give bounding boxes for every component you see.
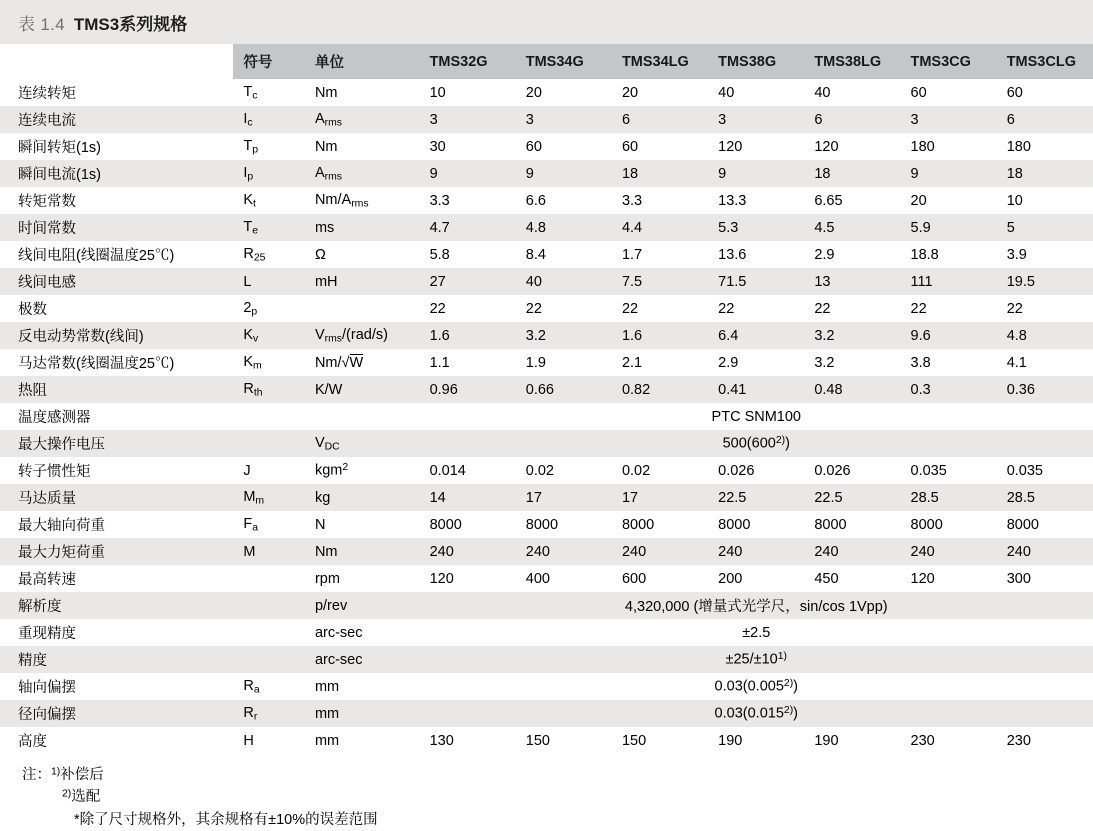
row-value: 20 (621, 84, 639, 101)
row-label: 温度感测器 (18, 410, 91, 426)
row-value: 5.8 (429, 246, 450, 263)
row-unit (305, 403, 420, 430)
row-merged-value: 4,320,000 (增量式光学尺，sin/cos 1Vpp) (420, 592, 1093, 619)
row-unit: $A_{rms}$ (305, 106, 420, 133)
row-value: 0.82 (612, 376, 708, 403)
row-label: 精度 (0, 646, 233, 673)
table-row (0, 727, 1093, 754)
row-value: 180 (910, 138, 935, 155)
row-label: 轴向偏摆 (18, 680, 76, 696)
header-cell-tms34lg: TMS34LG (612, 44, 708, 79)
header-cell-tms3clg: TMS3CLG (997, 44, 1093, 79)
table-row (0, 295, 1093, 322)
table-row (0, 241, 1093, 268)
row-unit: kg (305, 484, 420, 511)
row-value: 1.6 (612, 322, 708, 349)
table-caption (0, 0, 1093, 44)
row-value: 8000 (814, 516, 847, 533)
row-value: 17 (612, 484, 708, 511)
row-value: 3.3 (429, 192, 450, 209)
row-value: 8000 (1006, 516, 1039, 533)
row-label: 重现精度 (18, 626, 76, 642)
header-cell-symbol: 符号 (233, 44, 305, 79)
note-line-1 (22, 764, 1093, 786)
table-row (0, 511, 1093, 538)
table-row (0, 106, 1093, 133)
row-value: 9 (516, 160, 612, 187)
row-label: 时间常数 (0, 214, 233, 241)
row-value: 0.014 (429, 462, 466, 479)
table-row (0, 133, 1093, 160)
row-symbol (233, 565, 305, 592)
row-value: 130 (429, 732, 454, 749)
row-symbol: $I_p$ (233, 160, 305, 187)
row-value: 22 (814, 300, 831, 317)
table-row (0, 187, 1093, 214)
row-label: 转矩常数 (18, 194, 76, 210)
row-value: 13 (804, 268, 900, 295)
row-value: 6 (804, 106, 900, 133)
table-row (0, 565, 1093, 592)
row-unit: mm (314, 732, 340, 749)
row-label: 最大力矩荷重 (0, 538, 233, 565)
row-label: 高度 (18, 734, 47, 750)
row-value: 240 (708, 538, 804, 565)
row-value: 4.1 (1006, 354, 1027, 371)
row-value: 150 (525, 732, 550, 749)
table-row (0, 268, 1093, 295)
row-value: 8000 (910, 516, 943, 533)
row-value: 60 (1006, 84, 1023, 101)
header-cell-tms38g: TMS38G (708, 44, 804, 79)
notes-label: 注： (22, 767, 51, 783)
row-symbol (233, 403, 305, 430)
row-value: 2.9 (814, 246, 835, 263)
table-row (0, 592, 1093, 619)
row-value: 18.8 (910, 246, 939, 263)
row-symbol: H (243, 732, 254, 749)
row-value: 0.96 (420, 376, 516, 403)
table-header-row (0, 44, 1093, 79)
note-text-3: *除了尺寸规格外，其余规格有±10%的误差范围 (74, 811, 378, 828)
row-symbol: $K_t$ (243, 191, 256, 210)
row-value: 5 (997, 214, 1093, 241)
table-body (0, 79, 1093, 754)
row-value: 3 (708, 106, 804, 133)
row-unit: Nm/√W (314, 354, 364, 371)
row-merged-value: ±2.5 (742, 624, 771, 641)
row-value: 1.9 (525, 354, 546, 371)
note-text-1: 补偿后 (60, 767, 104, 783)
row-value: 22 (718, 300, 735, 317)
table-row (0, 403, 1093, 430)
row-value: 13.6 (718, 246, 747, 263)
row-unit: rpm (314, 570, 340, 587)
row-value: 400 (525, 570, 550, 587)
row-value: 22 (429, 300, 446, 317)
note-line-3 (22, 809, 1093, 831)
row-unit: Nm (314, 84, 338, 101)
row-unit: $V_{rms}/(rad/s)$ (305, 322, 420, 349)
row-value: 240 (420, 538, 516, 565)
row-value: 0.035 (1006, 462, 1043, 479)
row-value: 190 (814, 732, 839, 749)
row-value: 3.9 (1006, 246, 1027, 263)
row-value: 230 (910, 732, 935, 749)
row-value: 27 (420, 268, 516, 295)
row-value: 180 (1006, 138, 1031, 155)
row-value: 240 (804, 538, 900, 565)
row-value: 0.02 (621, 462, 651, 479)
table-row (0, 619, 1093, 646)
table-notes (0, 754, 1093, 831)
spec-table (0, 44, 1093, 754)
row-unit: $A_{rms}$ (305, 160, 420, 187)
table-row (0, 673, 1093, 700)
row-value: 1.6 (420, 322, 516, 349)
row-symbol: L (233, 268, 305, 295)
row-label: 径向偏摆 (0, 700, 233, 727)
header-cell-unit: 单位 (305, 44, 420, 79)
row-symbol: $T_p$ (243, 137, 258, 156)
row-symbol: $T_e$ (233, 214, 305, 241)
row-value: 19.5 (997, 268, 1093, 295)
row-value: 4.8 (997, 322, 1093, 349)
header-cell-tms38lg: TMS38LG (804, 44, 900, 79)
row-symbol: J (243, 462, 251, 479)
row-value: 10 (429, 84, 446, 101)
table-row (0, 160, 1093, 187)
row-symbol (233, 646, 305, 673)
row-value: 5.9 (901, 214, 997, 241)
table-row (0, 322, 1093, 349)
header-cell-blank (0, 44, 233, 79)
row-value: 40 (814, 84, 831, 101)
row-symbol: $K_m$ (243, 353, 262, 372)
row-value: 2.1 (621, 354, 643, 371)
row-value: 2.9 (718, 354, 739, 371)
table-row (0, 538, 1093, 565)
row-value: 0.36 (997, 376, 1093, 403)
row-merged-value: 0.03(0.015$^{2)}$) (420, 700, 1093, 727)
row-symbol: M (233, 538, 305, 565)
row-symbol: $2_p$ (243, 299, 258, 318)
row-value: 120 (814, 138, 839, 155)
row-value: 230 (1006, 732, 1031, 749)
row-unit: kgm$^2$ (314, 462, 349, 479)
row-symbol: $R_r$ (233, 700, 305, 727)
row-value: 240 (997, 538, 1093, 565)
row-value: 4.7 (420, 214, 516, 241)
row-unit: N (314, 516, 326, 533)
row-value: 190 (718, 732, 743, 749)
table-row (0, 349, 1093, 376)
row-value: 1.1 (429, 354, 450, 371)
row-unit: mm (314, 678, 340, 695)
row-label: 最大操作电压 (0, 430, 233, 457)
row-value: 28.5 (997, 484, 1093, 511)
row-unit: Ω (314, 246, 326, 263)
row-value: 9.6 (901, 322, 997, 349)
row-value: 8000 (429, 516, 462, 533)
row-value: 22 (621, 300, 639, 317)
row-value: 17 (516, 484, 612, 511)
row-symbol: $R_{25}$ (243, 245, 266, 264)
row-label: 马达质量 (0, 484, 233, 511)
note-text-2: 选配 (71, 789, 101, 806)
row-merged-value: $\pm 25/\pm 10^{1)}$ (420, 646, 1093, 673)
header-cell-tms34g: TMS34G (516, 44, 612, 79)
row-unit (305, 295, 420, 322)
row-merged-value: 500(600$^{2)}$) (420, 430, 1093, 457)
table-row (0, 457, 1093, 484)
row-unit: mm (305, 700, 420, 727)
row-symbol: $T_c$ (243, 83, 258, 102)
table-row (0, 214, 1093, 241)
row-value: 120 (910, 570, 935, 587)
row-value: 0.41 (708, 376, 804, 403)
row-value: 13.3 (718, 192, 747, 209)
row-value: 120 (429, 570, 454, 587)
row-unit: K/W (305, 376, 420, 403)
row-symbol: $M_m$ (233, 484, 305, 511)
row-value: 8000 (621, 516, 655, 533)
row-symbol (233, 592, 305, 619)
row-value: 5.3 (708, 214, 804, 241)
table-row (0, 79, 1093, 106)
row-value: 240 (612, 538, 708, 565)
row-value: 0.035 (910, 462, 947, 479)
row-value: 4.4 (612, 214, 708, 241)
row-value: 9 (708, 160, 804, 187)
table-row (0, 484, 1093, 511)
row-unit: ms (305, 214, 420, 241)
row-value: 300 (1006, 570, 1031, 587)
row-unit: Nm (314, 138, 338, 155)
row-value: 6.4 (708, 322, 804, 349)
table-caption-number: 表 1.4 (18, 14, 65, 34)
row-value: 3.8 (910, 354, 931, 371)
row-symbol: $I_c$ (233, 106, 305, 133)
row-label: 解析度 (0, 592, 233, 619)
row-value: 8000 (525, 516, 559, 533)
row-symbol: $R_{th}$ (233, 376, 305, 403)
row-value: 111 (901, 268, 997, 295)
row-value: 0.02 (525, 462, 554, 479)
row-value: 1.7 (621, 246, 643, 263)
row-label: 最大轴向荷重 (18, 518, 105, 534)
table-row (0, 700, 1093, 727)
table-row (0, 430, 1093, 457)
row-value: 4.8 (516, 214, 612, 241)
row-value: 60 (621, 138, 639, 155)
row-value: 9 (420, 160, 516, 187)
row-label: 反电动势常数(线间) (0, 322, 233, 349)
row-value: 6 (997, 106, 1093, 133)
header-cell-tms32g: TMS32G (420, 44, 516, 79)
table-caption-title: TMS3系列规格 (73, 14, 188, 34)
note-marker-1: 1) (51, 766, 61, 778)
row-value: 10 (1006, 192, 1023, 209)
row-value: 6.65 (814, 192, 843, 209)
row-value: 3 (516, 106, 612, 133)
row-symbol: $R_a$ (243, 677, 260, 696)
row-value: 150 (621, 732, 647, 749)
row-value: 18 (612, 160, 708, 187)
row-value: 71.5 (708, 268, 804, 295)
note-line-2 (22, 786, 1093, 808)
row-label: 马达常数(线圈温度25℃) (18, 356, 175, 372)
row-value: 8000 (718, 516, 751, 533)
row-value: 14 (420, 484, 516, 511)
row-value: 40 (718, 84, 735, 101)
row-value: 28.5 (901, 484, 997, 511)
row-value: 120 (718, 138, 743, 155)
row-value: 22 (1006, 300, 1023, 317)
row-merged-value: 0.03(0.005$^{2)}$) (714, 678, 799, 695)
row-label: 线间电阻(线圈温度25℃) (18, 248, 175, 264)
table-row (0, 376, 1093, 403)
row-value: 3 (420, 106, 516, 133)
row-unit: p/rev (305, 592, 420, 619)
row-value: 240 (516, 538, 612, 565)
row-value: 240 (901, 538, 997, 565)
row-label: 极数 (18, 302, 47, 318)
row-unit: Nm (305, 538, 420, 565)
note-marker-2: 2) (62, 789, 72, 801)
row-merged-value: PTC SNM100 (711, 408, 801, 425)
row-unit: mH (305, 268, 420, 295)
row-value: 0.48 (804, 376, 900, 403)
row-value: 9 (901, 160, 997, 187)
row-unit: $Nm/A_{rms}$ (314, 191, 369, 210)
row-value: 600 (621, 570, 647, 587)
row-value: 3.2 (804, 322, 900, 349)
row-label: 瞬间转矩(1s) (18, 140, 101, 156)
row-value: 40 (516, 268, 612, 295)
row-value: 0.3 (901, 376, 997, 403)
row-value: 60 (910, 84, 927, 101)
row-unit: arc-sec (314, 624, 363, 641)
row-value: 22.5 (708, 484, 804, 511)
row-symbol: $K_v$ (233, 322, 305, 349)
row-value: 22 (910, 300, 927, 317)
row-label: 瞬间电流(1s) (0, 160, 233, 187)
row-value: 18 (804, 160, 900, 187)
row-symbol (233, 619, 305, 646)
row-value: 30 (429, 138, 446, 155)
row-value: 200 (718, 570, 743, 587)
row-value: 3.3 (621, 192, 643, 209)
row-label: 转子惯性矩 (18, 464, 91, 480)
row-value: 8.4 (525, 246, 546, 263)
row-unit: arc-sec (305, 646, 420, 673)
row-value: 4.5 (804, 214, 900, 241)
row-value: 20 (910, 192, 927, 209)
row-value: 0.026 (718, 462, 755, 479)
row-value: 0.026 (814, 462, 851, 479)
row-value: 6 (612, 106, 708, 133)
row-value: 6.6 (525, 192, 546, 209)
table-header (0, 44, 1093, 79)
table-row (0, 646, 1093, 673)
row-symbol: $F_a$ (243, 515, 258, 534)
row-value: 20 (525, 84, 542, 101)
row-value: 3.2 (516, 322, 612, 349)
row-label: 线间电感 (0, 268, 233, 295)
row-value: 3.2 (814, 354, 835, 371)
row-value: 7.5 (612, 268, 708, 295)
row-value: 0.66 (516, 376, 612, 403)
row-label: 最高转速 (18, 572, 76, 588)
row-symbol (233, 430, 305, 457)
row-value: 22 (525, 300, 542, 317)
row-label: 热阻 (0, 376, 233, 403)
row-value: 3 (901, 106, 997, 133)
row-value: 450 (814, 570, 839, 587)
row-value: 60 (525, 138, 542, 155)
row-label: 连续转矩 (18, 86, 76, 102)
row-unit: $V_{DC}$ (305, 430, 420, 457)
row-value: 18 (997, 160, 1093, 187)
row-label: 连续电流 (0, 106, 233, 133)
header-cell-tms3cg: TMS3CG (901, 44, 997, 79)
row-value: 22.5 (804, 484, 900, 511)
